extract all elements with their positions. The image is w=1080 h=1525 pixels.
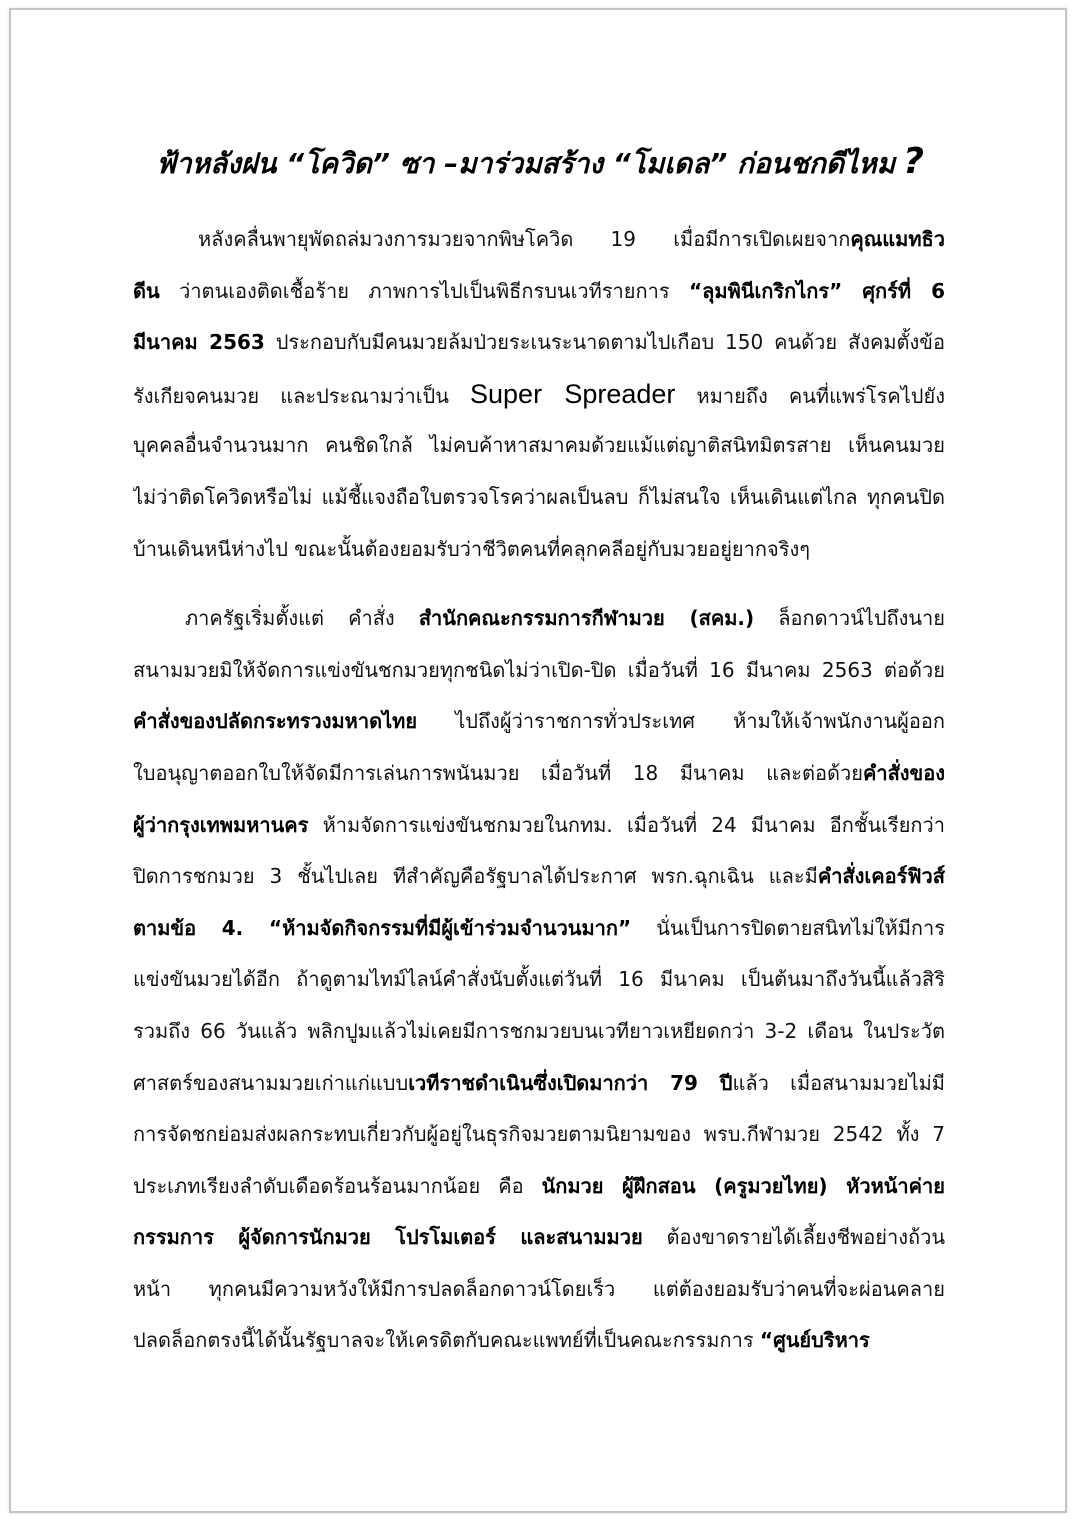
text-segment: การจัดชกย่อมส่งผลกระทบเกี่ยวกับผู้อยู่ในธุรกิจมวยตามนิยามของ พรบ.กีฬามวย 2542 ทั้ง 7 [133,1122,945,1147]
title-question-mark: ? [903,141,924,182]
text-segment: ใบอนุญาตออกใบให้จัดมีการเล่นการพนันมวย เมื่อวันที่ 18 มีนาคม และต่อด้วย [133,760,863,785]
text-line [133,317,945,369]
bold-text-segment: “ศูนย์บริหาร [759,1328,870,1353]
text-segment: แข่งขันมวยได้อีก ถ้าดูตามไทม์ไลน์คำสั่งนับตั้งแต่วันที่ 16 มีนาคม เป็นต้นมาถึงวันนี้แล้วสิริ [133,967,945,992]
text-segment: ห้ามจัดการแข่งขันชกมวยในกทม. เมื่อวันที่ 24 มีนาคม อีกชั้นเรียกว่า [308,812,945,837]
bold-text-segment: คำสั่งของปลัดกระทรวงมหาดไทย [133,709,418,734]
bold-text-segment: นักมวย ผู้ฝึกสอน (ครูมวยไทย) หัวหน้าค่าย [541,1173,945,1198]
paragraph [133,593,945,1367]
text-segment: รวมถึง 66 วันแล้ว พลิกปูมแล้วไม่เคยมีการชกมวยบนเวทียาวเหยียดกว่า 3-2 เดือน ในประวัต [133,1018,945,1043]
text-segment: รังเกียจคนมวย และประณามว่าเป็น [133,383,471,408]
text-line [133,851,945,903]
bold-text-segment: สำนักคณะกรรมการกีฬามวย (สคม.) [418,606,755,631]
text-line [133,696,945,748]
bold-text-segment: ตามข้อ 4. “ห้ามจัดกิจกรรมที่มีผู้เข้าร่วมจำนวนมาก” [133,915,632,940]
text-segment: ว่าตนเองติดเชื้อร้าย ภาพการไปเป็นพิธีกรบนเวทีรายการ [159,278,690,303]
text-segment: ปิดการชกมวย 3 ชั้นไปเลย ทีสำคัญคือรัฐบาลได้ประกาศ พรก.ฉุกเฉิน และมี [133,864,818,889]
text-line [133,1058,945,1110]
text-segment: แล้ว เมื่อสนามมวยไม่มี [732,1070,945,1095]
text-line [133,214,945,266]
text-line [133,1161,945,1213]
text-line [133,472,945,524]
bold-text-segment: คำสั่งเคอร์ฟิวส์ [817,864,945,889]
text-segment: บ้านเดินหนีห่างไป ขณะนั้นต้องยอมรับว่าชีวิตคนที่คลุกคลีอยู่กับมวยอยู่ยากจริงๆ [133,536,810,561]
text-line [133,800,945,852]
title-text: ฟ้าหลังฝน “โควิด” ซา –มาร่วมสร้าง “โมเดล” ก่อนชกดีไหม [156,147,896,180]
bold-text-segment: “ลุมพินีเกริกไกร” ศุกร์ที่ 6 [689,278,945,303]
text-segment: บุคคลอื่นจำนวนมาก คนชิดใกล้ ไม่คบค้าหาสมาคมด้วยแม้แต่ญาติสนิทมิตรสาย เห็นคนมวย [133,433,945,458]
text-line [133,1006,945,1058]
text-line [133,645,945,697]
text-segment: ต้องขาดรายได้เลี้ยงชีพอย่างถ้วน [642,1225,945,1250]
bold-text-segment: มีนาคม 2563 [133,330,265,355]
text-line [133,593,945,645]
text-line [133,903,945,955]
text-line [133,1315,945,1367]
bold-text-segment: ดีน [133,278,160,303]
text-segment: Super Spreader [470,378,676,409]
bold-text-segment: เวทีราชดำเนินซึ่งเปิดมากว่า 79 ปี [408,1070,733,1095]
document-title [0,138,1080,186]
text-segment: ประกอบกับมีคนมวยล้มป่วยระเนระนาดตามไปเกือบ 150 คนด้วย สังคมตั้งข้อ [264,330,945,355]
text-segment: ภาครัฐเริ่มตั้งแต่ คำสั่ง [185,606,419,631]
text-line [133,369,945,421]
paragraph [133,214,945,575]
text-segment: หน้า ทุกคนมีความหวังให้มีการปลดล็อกดาวน์โดยเร็ว แต่ต้องยอมรับว่าคนที่จะผ่อนคลาย [133,1276,945,1301]
document-body [133,214,945,1367]
text-line [133,1264,945,1316]
text-line [133,954,945,1006]
text-segment: นั่นเป็นการปิดตายสนิทไม่ให้มีการ [631,915,945,940]
text-segment: ปลดล็อกตรงนี้ได้นั้นรัฐบาลจะให้เครดิตกับคณะแพทย์ที่เป็นคณะกรรมการ [133,1328,760,1353]
text-segment: ไปถึงผู้ว่าราชการทั่วประเทศ ห้ามให้เจ้าพนักงานผู้ออก [417,709,945,734]
text-line [133,1109,945,1161]
text-segment: หลังคลื่นพายุพัดถล่มวงการมวยจากพิษโควิด 19 เมื่อมีการเปิดเผยจาก [198,227,851,251]
bold-text-segment: คำสั่งของ [862,760,945,785]
text-segment: ประเภทเรียงลำดับเดือดร้อนร้อนมากน้อย คือ [133,1173,542,1198]
text-segment: ศาสตร์ของสนามมวยเก่าแก่แบบ [133,1070,409,1095]
text-line [133,420,945,472]
bold-text-segment: คุณแมทธิว [850,227,945,251]
bold-text-segment: ผู้ว่ากรุงเทพมหานคร [133,812,309,837]
text-segment: สนามมวยมิให้จัดการแข่งขันชกมวยทุกชนิดไม่ว่าเปิด-ปิด เมื่อวันที่ 16 มีนาคม 2563 ต่อด้วย [133,657,945,682]
text-segment: ล็อกดาวน์ไปถึงนาย [754,606,945,631]
text-segment: หมายถึง คนที่แพร่โรคไปยัง [675,383,945,408]
text-line [133,1212,945,1264]
text-line [133,748,945,800]
bold-text-segment: กรรมการ ผู้จัดการนักมวย โปรโมเตอร์ และสนามมวย [133,1225,643,1250]
text-line [133,524,945,576]
text-segment: ไม่ว่าติดโควิดหรือไม่ แม้ชี้แจงถือใบตรวจโรคว่าผลเป็นลบ ก็ไม่สนใจ เห็นเดินแต่ไกล ทุกคนปิด [133,484,945,509]
text-line [133,266,945,318]
